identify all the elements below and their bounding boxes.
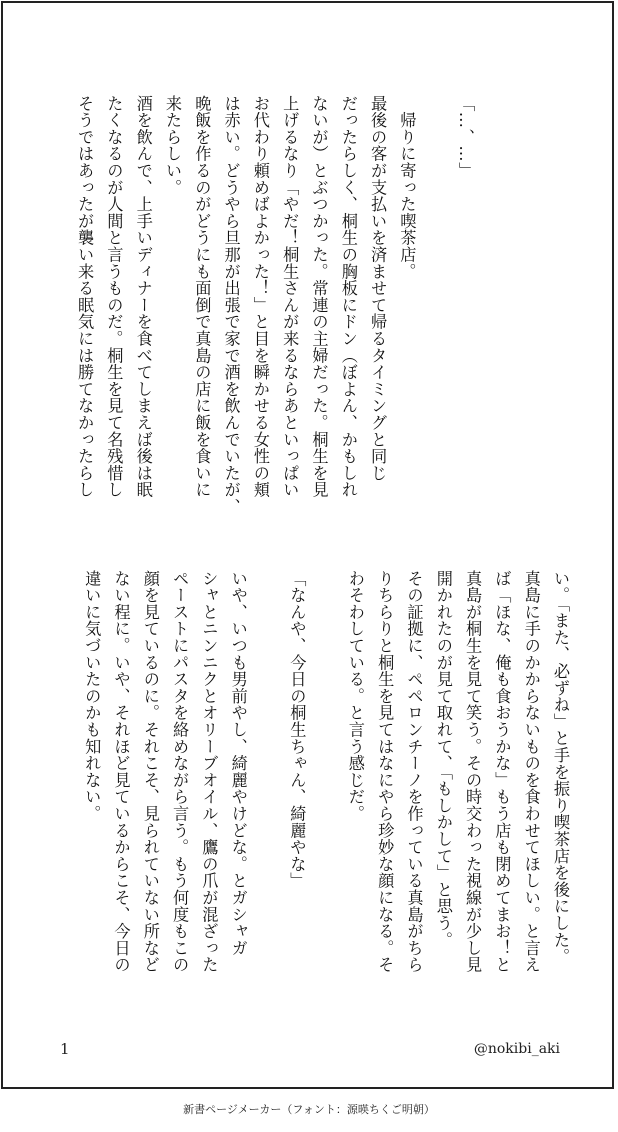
lower-text-column-10: 「なんや、今日の桐生ちゃん、綺麗やな」 xyxy=(287,570,307,890)
upper-text-column-11: 来たらしい。 xyxy=(163,95,182,196)
upper-text-column-1: 「…、…」 xyxy=(456,95,475,179)
lower-text-column-2: 真島に手のかからないものを食わせてほしい。と言え xyxy=(521,570,541,974)
lower-text-column-16: ない程に。いや、それほど見ているからこそ、今日の xyxy=(111,570,131,974)
lower-text-column-12: いや、いつも男前やし、綺麗やけどな。とガシャガ xyxy=(228,570,248,957)
lower-text-column-8: わそわしている。と言う感じだ。 xyxy=(345,570,365,822)
upper-text-column-3: 帰りに寄った喫茶店。 xyxy=(397,95,417,280)
lower-text-column-7: りちらりと桐生を見てはなにやら珍妙な顔になる。そ xyxy=(375,570,395,974)
lower-text-column-5: 開かれたのが見て取れて、「もしかして」と思う。 xyxy=(433,570,453,949)
lower-text-column-15: 顔を見ているのに。それこそ、見られていない所など xyxy=(140,570,160,974)
lower-text-column-6: その証拠に、ペペロンチーノを作っている真島がちら xyxy=(404,570,424,974)
author-handle: @nokibi_aki xyxy=(473,1041,560,1057)
footer-credit: 新書ページメーカー（フォント：源暎ちくご明朝） xyxy=(183,1103,435,1116)
upper-text-column-8: お代わり頼めばよかった！」と目を瞬かせる女性の頬 xyxy=(250,95,270,499)
lower-text-column-4: 真島が桐生を見て笑う。その時交わった視線が少し見 xyxy=(463,570,483,974)
upper-text-column-9: は赤い。どうやら旦那が出張で家で酒を飲んでいたが、 xyxy=(221,95,241,515)
upper-text-column-13: たくなるのが人間と言うものだ。桐生を見て名残惜し xyxy=(104,95,124,499)
lower-text-column-17: 違いに気づいたのかも知れない。 xyxy=(82,570,102,822)
lower-text-column-13: シャとニンニクとオリーブオイル、鷹の爪が混ざった xyxy=(199,570,219,974)
lower-text-column-1: い。「また、必ずね」と手を振り喫茶店を後にした。 xyxy=(551,570,570,966)
upper-text-column-5: だったらしく、桐生の胸板にドン（ぼよん、かもしれ xyxy=(338,95,358,499)
upper-text-column-10: 晩飯を作るのがどうにも面倒で真島の店に飯を食いに xyxy=(192,95,212,499)
lower-text-column-3: ば「ほな、俺も食おうかな」もう店も閉めてまお！と xyxy=(492,570,512,974)
upper-text-column-12: 酒を飲んで、上手いディナーを食べてしまえば後は眠 xyxy=(133,95,153,499)
lower-text-column-14: ペーストにパスタを絡めながら言う。もう何度もこの xyxy=(170,570,190,974)
upper-text-column-7: 上げるなり「やだ！桐生さんが来るならあといっぱい xyxy=(280,95,300,499)
page-number: 1 xyxy=(60,1040,70,1058)
upper-text-column-14: そうではあったが襲い来る眠気には勝てなかったらし xyxy=(75,95,95,499)
upper-text-column-6: ないが）とぶつかった。常連の主婦だった。桐生を見 xyxy=(309,95,329,499)
upper-text-column-4: 最後の客が支払いを済ませて帰るタイミングと同じ xyxy=(368,95,388,482)
